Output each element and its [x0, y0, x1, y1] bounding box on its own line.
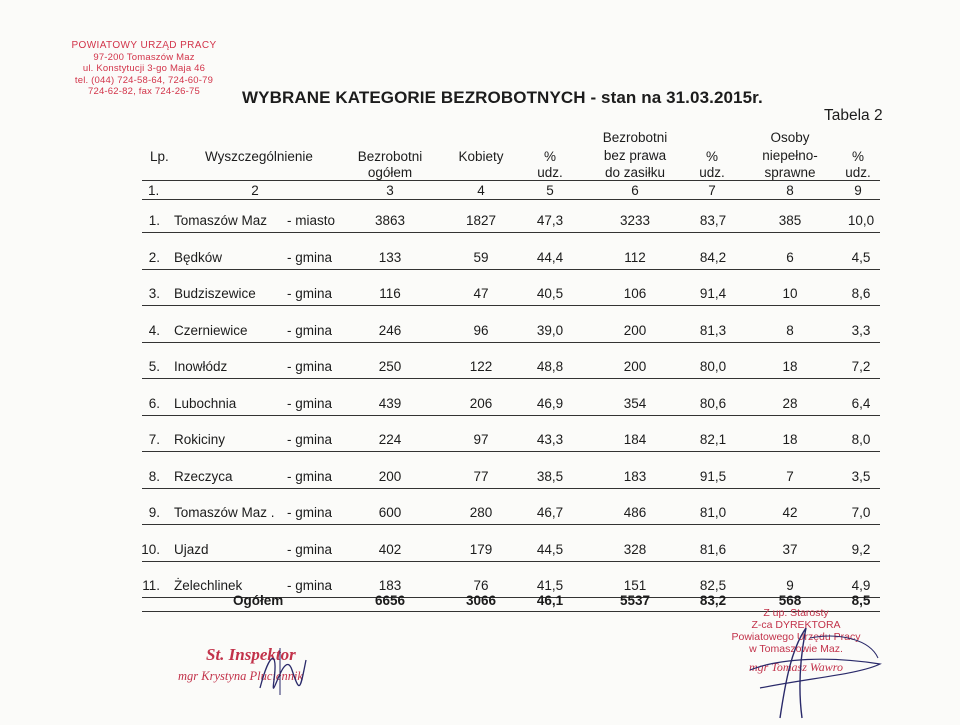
cell-niepelno: 6	[786, 249, 794, 265]
header-osoby-2: niepełno-	[762, 148, 818, 163]
total-bez-prawa: 5537	[619, 593, 651, 608]
cell-type: - gmina	[287, 578, 333, 593]
cell-pct_bp: 81,3	[699, 322, 727, 338]
cell-kobiety: 122	[469, 359, 493, 374]
rule	[142, 488, 880, 489]
colnum: 4	[477, 183, 485, 198]
cell-pct_n: 10,0	[847, 213, 875, 228]
stamp-line: 724-62-82, fax 724-26-75	[87, 86, 200, 97]
cell-lp: 7.	[148, 432, 160, 447]
cell-name: Tomaszów Maz	[174, 213, 268, 228]
cell-bezrobotni: 133	[378, 249, 402, 265]
header-osoby-3: sprawne	[764, 165, 816, 180]
cell-bez_prawa: 328	[623, 541, 647, 557]
cell-pct_k: 44,4	[536, 249, 564, 265]
signature-right-name: mgr Tomasz Wawro	[748, 660, 844, 674]
cell-name: Tomaszów Maz .	[174, 505, 275, 520]
cell-bezrobotni: 3863	[374, 213, 406, 228]
cell-bezrobotni: 246	[378, 322, 402, 338]
header-lp: Lp.	[150, 149, 169, 164]
cell-pct_n: 6,4	[851, 395, 871, 411]
header-bez-prawa: Bezrobotni	[602, 130, 668, 145]
cell-kobiety: 97	[473, 432, 489, 447]
cell-pct_bp: 80,6	[699, 395, 727, 411]
cell-pct_k: 41,5	[536, 578, 564, 593]
colnum: 8	[786, 183, 794, 198]
header-pct-bp-2: udz.	[699, 165, 725, 180]
cell-pct_n: 3,5	[851, 468, 871, 484]
colnum: 1.	[148, 183, 160, 198]
colnum: 9	[854, 183, 862, 198]
header-bez-prawa-2: bez prawa	[603, 148, 667, 163]
rule	[142, 415, 880, 416]
rule	[142, 342, 880, 343]
cell-lp: 9.	[148, 505, 160, 520]
cell-pct_k: 40,5	[536, 286, 564, 301]
cell-type: - gmina	[287, 468, 333, 484]
rule	[142, 269, 880, 270]
stamp-line: 97-200 Tomaszów Maz	[93, 51, 195, 63]
total-label: Ogółem	[233, 593, 284, 608]
cell-pct_k: 46,9	[536, 395, 564, 411]
cell-kobiety: 77	[473, 468, 489, 484]
cell-lp: 10.	[141, 541, 160, 557]
total-kobiety: 3066	[465, 593, 497, 608]
total-bezrobotni: 6656	[374, 593, 406, 608]
cell-pct_bp: 84,2	[699, 249, 727, 265]
cell-bez_prawa: 151	[623, 578, 647, 593]
stamp-line: POWIATOWY URZĄD PRACY	[71, 40, 217, 51]
signature-scribble-right	[740, 618, 890, 723]
signature-right-line: Z up. Starosty	[763, 607, 829, 619]
total-niepelno: 568	[778, 593, 802, 608]
cell-bez_prawa: 486	[623, 505, 647, 520]
cell-kobiety: 59	[473, 249, 489, 265]
cell-pct_k: 48,8	[536, 359, 564, 374]
header-name: Wyszczególnienie	[205, 149, 313, 164]
total-pct-k: 46,1	[536, 593, 564, 608]
colnum: 2	[251, 183, 259, 198]
cell-niepelno: 7	[786, 468, 794, 484]
cell-type: - gmina	[287, 395, 333, 411]
cell-niepelno: 385	[778, 213, 802, 228]
colnum: 5	[546, 183, 554, 198]
cell-bezrobotni: 600	[378, 505, 402, 520]
cell-name: Rzeczyca	[174, 468, 233, 484]
office-stamp	[44, 40, 244, 98]
cell-type: - gmina	[287, 286, 333, 301]
cell-niepelno: 9	[786, 578, 794, 593]
cell-bezrobotni: 439	[378, 395, 402, 411]
cell-name: Lubochnia	[174, 395, 237, 411]
cell-bezrobotni: 200	[378, 468, 402, 484]
cell-bezrobotni: 224	[378, 432, 402, 447]
cell-kobiety: 280	[469, 505, 493, 520]
total-pct-bp: 83,2	[699, 593, 727, 608]
cell-lp: 1.	[148, 213, 160, 228]
signature-left-name: mgr Krystyna Pluciennik	[178, 669, 303, 683]
cell-niepelno: 8	[786, 322, 794, 338]
colnum: 6	[631, 183, 639, 198]
cell-lp: 11.	[142, 578, 160, 593]
cell-type: - gmina	[287, 505, 333, 520]
cell-pct_k: 43,3	[536, 432, 564, 447]
cell-niepelno: 10	[782, 286, 798, 301]
header-pct-n: %	[851, 149, 864, 164]
header-osoby: Osoby	[770, 130, 810, 145]
cell-type: - gmina	[287, 432, 333, 447]
signature-right-line: w Tomaszowie Maz.	[749, 643, 843, 655]
cell-name: Rokiciny	[174, 432, 226, 447]
cell-bez_prawa: 200	[623, 359, 647, 374]
cell-bezrobotni: 250	[378, 359, 402, 374]
cell-niepelno: 28	[782, 395, 798, 411]
colnum: 3	[386, 183, 394, 198]
cell-pct_bp: 82,1	[699, 432, 727, 447]
cell-pct_k: 38,5	[536, 468, 564, 484]
cell-pct_bp: 91,5	[699, 468, 727, 484]
header-kobiety: Kobiety	[458, 149, 504, 164]
cell-pct_n: 8,6	[851, 286, 871, 301]
cell-bez_prawa: 200	[623, 322, 647, 338]
rule	[142, 232, 880, 233]
cell-pct_n: 4,5	[851, 249, 871, 265]
cell-pct_n: 7,0	[851, 505, 871, 520]
header-pct-bp: %	[705, 149, 718, 164]
cell-pct_bp: 83,7	[699, 213, 727, 228]
cell-name: Czerniewice	[174, 322, 248, 338]
signature-right-line: Powiatowego Urzędu Pracy	[731, 631, 861, 643]
signature-right-line: Z-ca DYREKTORA	[751, 619, 841, 631]
rule	[142, 199, 880, 200]
signature-left-title: St. Inspektor	[206, 645, 296, 664]
header-bez-prawa-3: do zasiłku	[604, 165, 666, 180]
cell-name: Żelechlinek	[174, 578, 243, 593]
cell-type: - miasto	[287, 213, 336, 228]
rule	[142, 451, 880, 452]
cell-bez_prawa: 3233	[619, 213, 651, 228]
cell-name: Będków	[174, 249, 223, 265]
cell-kobiety: 1827	[465, 213, 497, 228]
signature-scribble-left	[250, 640, 310, 700]
cell-type: - gmina	[287, 322, 333, 338]
cell-bez_prawa: 106	[623, 286, 647, 301]
cell-name: Budziszewice	[174, 286, 256, 301]
cell-pct_n: 9,2	[851, 541, 871, 557]
header-pct-n-2: udz.	[845, 165, 871, 180]
cell-lp: 4.	[148, 322, 160, 338]
cell-type: - gmina	[287, 249, 333, 265]
cell-pct_bp: 80,0	[699, 359, 727, 374]
cell-pct_bp: 82,5	[699, 578, 727, 593]
stamp-line: tel. (044) 724-58-64, 724-60-79	[74, 74, 214, 86]
header-bezrobotni-2: ogółem	[367, 165, 413, 180]
cell-pct_n: 3,3	[851, 322, 871, 338]
cell-niepelno: 18	[782, 432, 798, 447]
cell-type: - gmina	[287, 541, 333, 557]
cell-niepelno: 42	[782, 505, 798, 520]
cell-niepelno: 37	[782, 541, 798, 557]
cell-type: - gmina	[287, 359, 333, 374]
cell-name: Ujazd	[174, 541, 209, 557]
cell-bezrobotni: 402	[378, 541, 402, 557]
rule	[142, 305, 880, 306]
cell-pct_k: 47,3	[536, 213, 564, 228]
cell-lp: 3.	[148, 286, 160, 301]
cell-pct_k: 39,0	[536, 322, 564, 338]
cell-pct_n: 4,9	[851, 578, 871, 593]
total-pct-n: 8,5	[851, 593, 871, 608]
table-label: Tabela 2	[824, 107, 883, 124]
cell-bez_prawa: 112	[624, 249, 646, 265]
cell-pct_bp: 91,4	[699, 286, 727, 301]
cell-pct_bp: 81,6	[699, 541, 727, 557]
cell-kobiety: 206	[469, 395, 493, 411]
page-title: WYBRANE KATEGORIE BEZROBOTNYCH - stan na 31.03.2015r.	[242, 88, 763, 107]
cell-niepelno: 18	[782, 359, 798, 374]
cell-pct_n: 8,0	[851, 432, 871, 447]
stamp-line: ul. Konstytucji 3-go Maja 46	[82, 63, 206, 74]
cell-lp: 8.	[148, 468, 160, 484]
header-pct-k: %	[543, 149, 556, 164]
cell-kobiety: 47	[473, 286, 489, 301]
header-pct-k-2: udz.	[537, 165, 563, 180]
cell-bezrobotni: 183	[378, 578, 402, 593]
cell-kobiety: 76	[473, 578, 489, 593]
colnum: 7	[708, 183, 716, 198]
rule	[142, 524, 880, 525]
cell-pct_bp: 81,0	[699, 505, 727, 520]
cell-name: Inowłódz	[174, 359, 228, 374]
header-bezrobotni: Bezrobotni	[357, 149, 423, 164]
cell-bezrobotni: 116	[379, 286, 401, 301]
rule	[142, 378, 880, 379]
rule	[142, 561, 880, 562]
cell-lp: 5.	[148, 359, 160, 374]
cell-pct_n: 7,2	[851, 359, 871, 374]
cell-lp: 2.	[148, 249, 160, 265]
cell-bez_prawa: 184	[623, 432, 647, 447]
cell-pct_k: 44,5	[536, 541, 564, 557]
cell-kobiety: 179	[469, 541, 493, 557]
cell-bez_prawa: 183	[623, 468, 647, 484]
rule	[142, 180, 880, 181]
cell-bez_prawa: 354	[623, 395, 647, 411]
cell-lp: 6.	[148, 395, 160, 411]
cell-kobiety: 96	[473, 322, 489, 338]
cell-pct_k: 46,7	[536, 505, 564, 520]
